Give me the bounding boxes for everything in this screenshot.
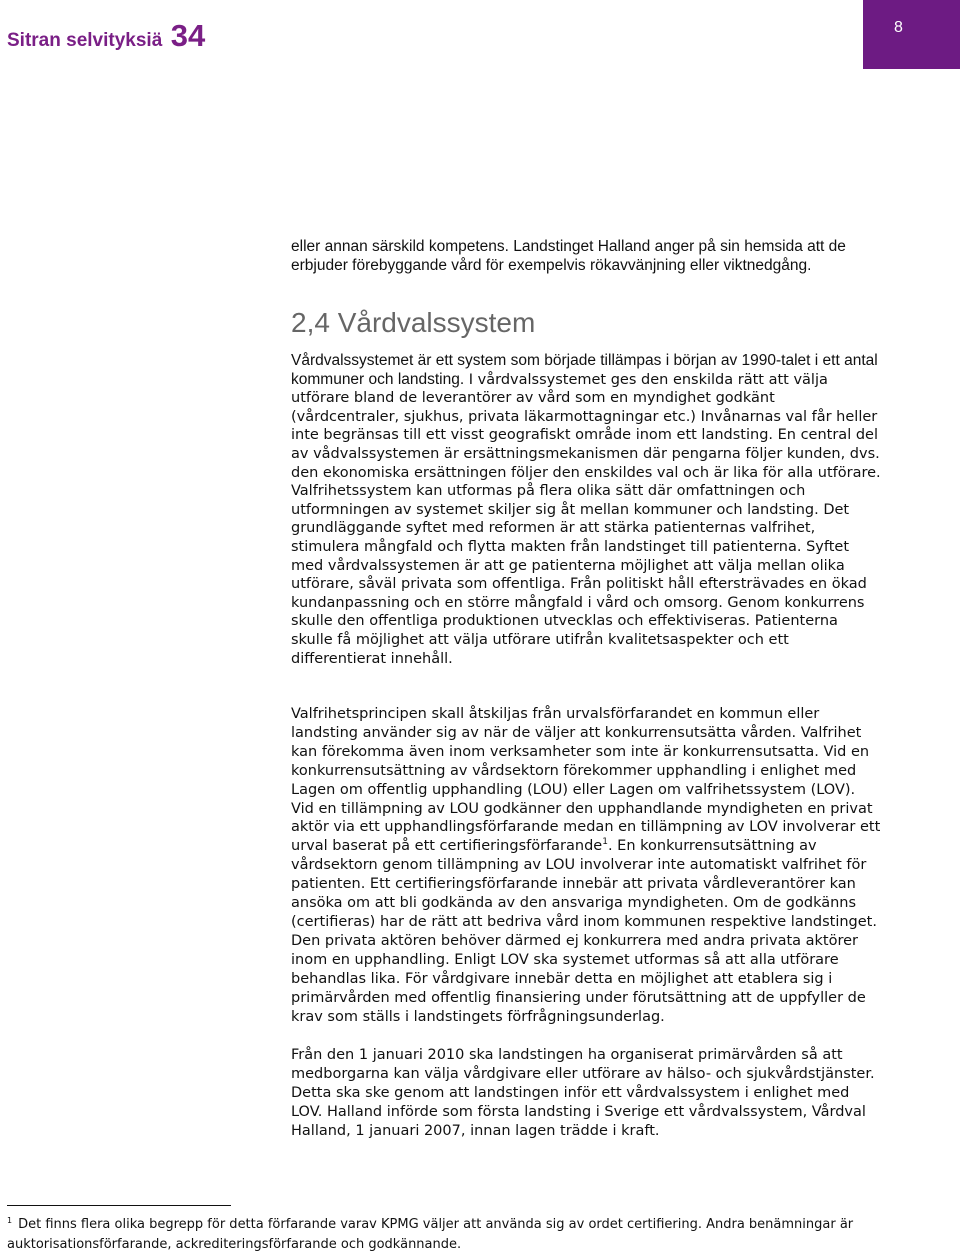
paragraph-1-rest: I vårdvalssystemet ges den enskilda rätt att välja utförare bland de leverantörer av vård som en myndighet godkänt (vårdcentraler, sjukhus, privata läkarmottagningar etc.) Invånarnas val får heller inte begränsas till ett visst geografiskt område inom ett landsting. En central del av vådvalssystemen är ersättningsmekanismen där pengarna följer kunden, dvs. den ekonomiska ersättningen följer den enskildes val och är lika för alla utförare. Valfrihetssystem kan utformas på flera olika sätt där omfattningen och utformningen av systemet skiljer sig åt mellan kommuner och landsting. Det grundläggande syftet med reformen är att stärka patienternas valfrihet, stimulera mångfald och flytta makten från landstinget till patienterna. Syftet med vårdvalssystemen är att ge patienterna möjlighet att välja mellan olika utförare, såväl privata som offentliga. Från politiskt håll eftersträvades en ökad kundanpassning och en större mångfald i vård och omsorg. Genom konkurrens skulle den offentliga produktionen utvecklas och effektiviseras. Patienterna skulle få möjlighet att välja utförare utifrån kvalitetsaspekter och ett differentierat innehåll.	[291, 371, 881, 667]
footnote-text: Det finns flera olika begrepp för detta förfarande varav KPMG väljer att använda sig av ordet certifiering. Andra benämningar är auktorisationsförfarande, ackrediteringsförfarande och godkännande.	[7, 1217, 854, 1252]
section-paragraph-1	[291, 352, 881, 668]
series-number: 34	[170, 18, 206, 53]
section-paragraph-2	[291, 705, 881, 1026]
intro-paragraph: eller annan särskild kompetens. Landstinget Halland anger på sin hemsida att de erbjuder förebyggande vård för exempelvis rökavvänjning eller viktnedgång.	[291, 238, 846, 274]
paragraph-1-lead: Vårdvalssystemet är ett system som började tillämpas i början av 1990-talet i ett antal kommuner och landsting.	[291, 352, 878, 388]
series-name: Sitran selvityksiä	[7, 30, 163, 51]
page-number: 8	[894, 19, 903, 36]
paragraph-2-part-1: Valfrihetsprincipen skall åtskiljas från urvalsförfarandet en kommun eller landsting använder sig av när de väljer att konkurrensutsätta vården. Valfrihet kan förekomma även inom verksamheter som inte är konkurrensutsatta. Vid en konkurrensutsättning av vårdsektorn förekommer upphandling i enlighet med Lagen om offentlig upphandling (LOU) eller Lagen om valfrihetssystem (LOV). Vid en tillämpning av LOU godkänner den upphandlande myndigheten en privat aktör via ett upphandlingsförfarande medan en tillämpning av LOV involverar ett urval baserat på ett certifieringsförfarande	[291, 706, 881, 855]
publication-series-title	[7, 18, 205, 54]
footnote	[7, 1215, 907, 1255]
paragraph-2-part-2: . En konkurrensutsättning av vårdsektorn genom tillämpning av LOU involverar inte automatiskt valfrihet för patienten. Ett certifieringsförfarande innebär att privata vårdleverantörer kan ansöka om att bli godkända av den ansvariga myndigheten. Om de godkänns (certifieras) har de rätt att bedriva vård inom kommunen respektive landstinget. Den privata aktören behöver därmed ej konkurrera med andra privata aktörer inom en upphandling. Enligt LOV ska systemet utformas så att alla utförare behandlas lika. För vårdgivare innebär detta en möjlighet att etablera sig i primärvården med offentlig finansiering under förutsättning att de uppfyller de krav som ställs i landstingets förfrågningsunderlag.	[291, 838, 877, 1025]
footnote-reference[interactable]: 1	[602, 837, 608, 848]
section-heading: 2,4 Vårdvalssystem	[291, 307, 536, 338]
footnote-marker: 1	[7, 1215, 13, 1225]
page-number-badge	[863, 0, 960, 69]
footnote-divider	[7, 1205, 231, 1206]
section-paragraph-3: Från den 1 januari 2010 ska landstingen ha organiserat primärvården så att medborgarna kan välja vårdgivare eller utförare av hälso- och sjukvårdstjänster. Detta ska ske genom att landstingen inför ett vårdvalssystem i enlighet med LOV. Halland införde som första landsting i Sverige ett vårdvalssystem, Vårdval Halland, 1 januari 2007, innan lagen trädde i kraft.	[291, 1047, 875, 1139]
